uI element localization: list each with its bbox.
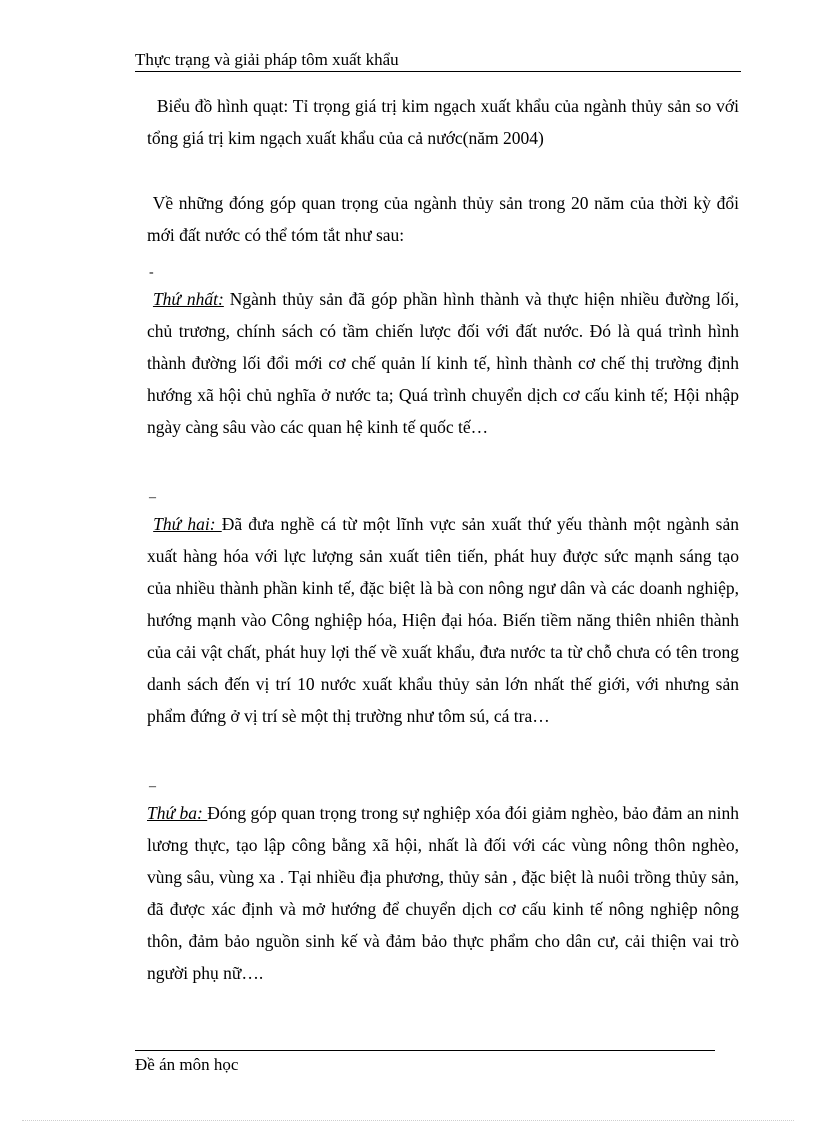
point-second-lead: Thứ hai: bbox=[153, 514, 222, 534]
caption-text: Biểu đồ hình quạt: Tỉ trọng giá trị kim ngạch xuất khẩu của ngành thủy sản so với tổng giá trị kim ngạch xuất khẩu của cả nước(năm 2004) bbox=[147, 96, 739, 148]
intro-text: Về những đóng góp quan trọng của ngành thủy sản trong 20 năm của thời kỳ đổi mới đất nước có thể tóm tắt như sau: bbox=[147, 193, 739, 245]
header-title: Thực trạng và giải pháp tôm xuất khẩu bbox=[135, 50, 399, 69]
chart-caption bbox=[147, 90, 739, 154]
point-second bbox=[147, 508, 739, 732]
footer-divider bbox=[135, 1050, 715, 1051]
intro-paragraph bbox=[147, 187, 739, 251]
point-third-text: Đóng góp quan trọng trong sự nghiệp xóa đói giảm nghèo, bảo đảm an ninh lương thực, tạo lập công bằng xã hội, nhất là đối với các vùng nông thôn nghèo, vùng sâu, vùng xa . Tại nhiều địa phương, thủy sản , đặc biệt là nuôi trồng thủy sản, đã được xác định và mở hướng để chuyển dịch cơ cấu kinh tế nông nghiệp nông thôn, đảm bảo nguồn sinh kế và đảm bảo thực phẩm cho dân cư, cải thiện vai trò người phụ nữ…. bbox=[147, 803, 740, 983]
point-first-lead: Thứ nhất bbox=[152, 289, 219, 309]
list-marker-3: – bbox=[149, 779, 156, 794]
point-second-text: Đã đưa nghề cá từ một lĩnh vực sản xuất thứ yếu thành một ngành sản xuất hàng hóa với lực lượng sản xuất tiên tiến, phát huy được sức mạnh sáng tạo của nhiều thành phần kinh tế, đặc biệt là bà con nông ngư dân và các doanh nghiệp, hướng mạnh vào Công nghiệp hóa, Hiện đại hóa. Biến tiềm năng thiên nhiên thành của cải vật chất, phát huy lợi thế về xuất khẩu, đưa nước ta từ chỗ chưa có tên trong danh sách đến vị trí 10 nước xuất khẩu thủy sản lớn nhất thế giới, với nhưng sản phẩm đứng ở vị trí sè một thị trường như tôm sú, cá tra… bbox=[147, 514, 740, 726]
point-first bbox=[147, 283, 739, 443]
page-header bbox=[135, 49, 741, 72]
page-footer: Đề án môn học bbox=[135, 1055, 239, 1074]
point-third bbox=[147, 797, 739, 989]
point-first-lead-suffix: : bbox=[218, 289, 224, 309]
point-first-text: Ngành thủy sản đã góp phần hình thành và thực hiện nhiều đường lối, chủ trương, chính sách có tầm chiến lược đối với đất nước. Đó là quá trình hình thành đường lối đổi mới cơ chế quản lí kinh tế, hình thành cơ chế thị trường định hướng xã hội chủ nghĩa ở nước ta; Quá trình chuyển dịch cơ cấu kinh tế; Hội nhập ngày càng sâu vào các quan hệ kinh tế quốc tế… bbox=[147, 289, 739, 437]
list-marker-1: - bbox=[149, 265, 154, 280]
point-third-lead-suffix: : bbox=[196, 803, 208, 823]
list-marker-2: – bbox=[149, 490, 156, 505]
point-third-lead: Thứ ba bbox=[147, 803, 197, 823]
page-bottom-edge bbox=[22, 1120, 794, 1121]
